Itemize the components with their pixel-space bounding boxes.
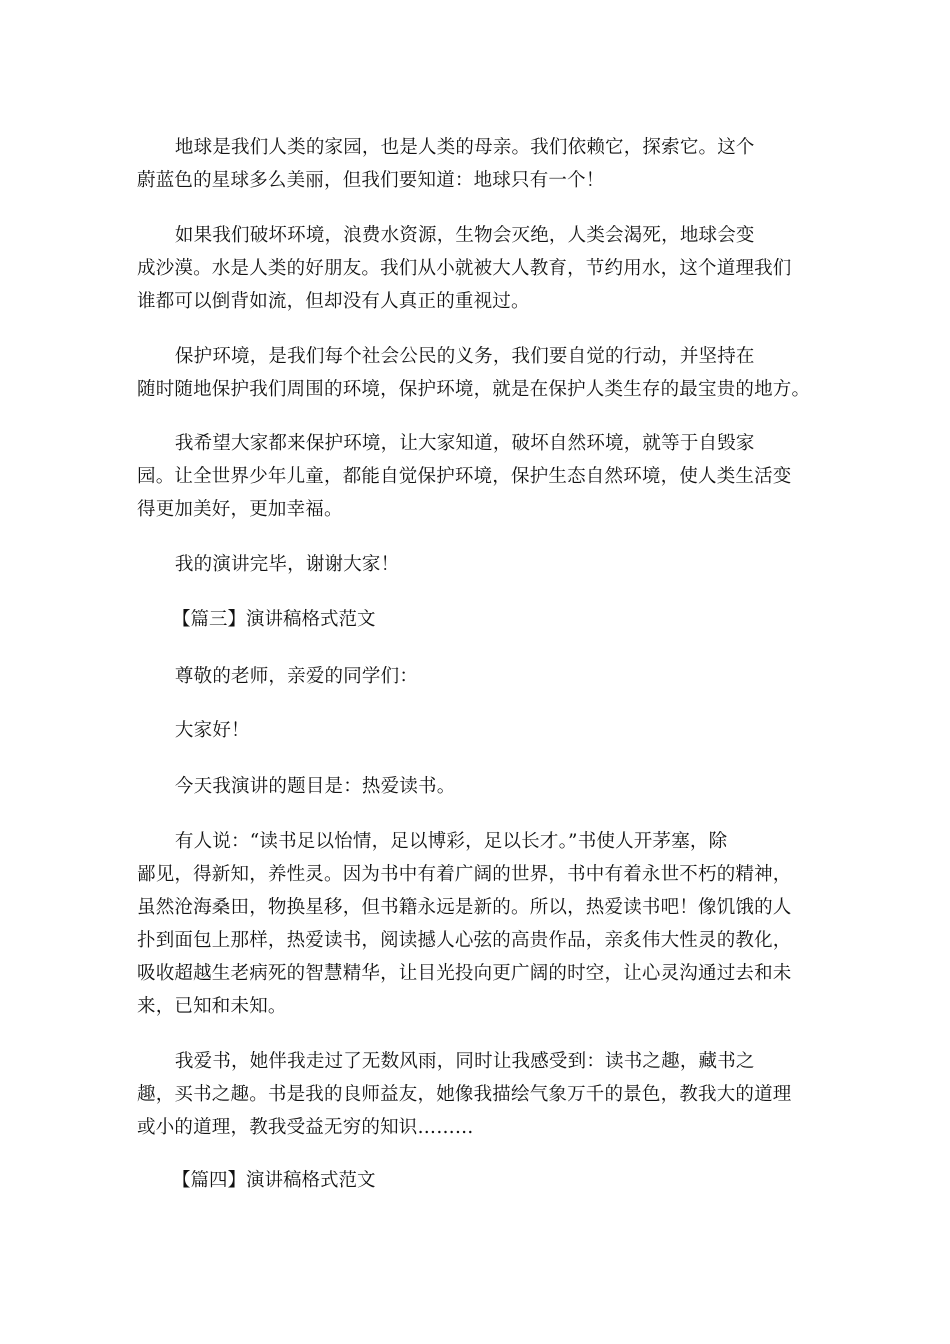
text-line: 尊敬的老师，亲爱的同学们： xyxy=(174,666,419,687)
paragraph-closing xyxy=(137,548,817,581)
text-line: 我希望大家都来保护环境，让大家知道，破坏自然环境，就等于自毁家 xyxy=(174,433,755,454)
text-line: 地球是我们人类的家园，也是人类的母亲。我们依赖它，探索它。这个 xyxy=(174,137,755,158)
text-line: 得更加美好，更加幸福。 xyxy=(137,499,343,520)
text-line: 园。让全世界少年儿童，都能自觉保护环境，保护生态自然环境，使人类生活变 xyxy=(137,466,792,487)
paragraph-protect-environment xyxy=(137,340,817,406)
paragraph-hope xyxy=(137,427,817,526)
text-line: 扑到面包上那样，热爱读书，阅读撼人心弦的高贵作品，亲炙伟大性灵的教化， xyxy=(137,930,792,951)
paragraph-reading-quote xyxy=(137,825,817,1023)
paragraph-salutation xyxy=(137,660,817,693)
text-line: 有人说：“读书足以怡情，足以博彩，足以长才。”书使人开茅塞，除 xyxy=(174,831,728,852)
text-line: 成沙漠。水是人类的好朋友。我们从小就被大人教育，节约用水，这个道理我们 xyxy=(137,258,792,279)
text-line: 蔚蓝色的星球多么美丽，但我们要知道：地球只有一个！ xyxy=(137,170,605,191)
section-heading-part-four: 【篇四】演讲稿格式范文 xyxy=(172,1170,376,1191)
text-line: 趣，买书之趣。书是我的良师益友，她像我描绘气象万千的景色，教我大的道理 xyxy=(137,1084,792,1105)
text-line: 吸收超越生老病死的智慧精华，让目光投向更广阔的时空，让心灵沟通过去和未 xyxy=(137,963,792,984)
text-line: 我爱书，她伴我走过了无数风雨，同时让我感受到：读书之趣，藏书之 xyxy=(174,1051,755,1072)
text-line: 虽然沧海桑田，物换星移，但书籍永远是新的。所以，热爱读书吧！像饥饿的人 xyxy=(137,897,792,918)
text-line: 如果我们破坏环境，浪费水资源，生物会灭绝，人类会渴死，地球会变 xyxy=(174,225,755,246)
paragraph-greeting xyxy=(137,714,817,747)
section-heading-part-three: 【篇三】演讲稿格式范文 xyxy=(172,609,376,630)
text-line: 保护环境，是我们每个社会公民的义务，我们要自觉的行动，并坚持在 xyxy=(174,346,755,367)
text-line: 谁都可以倒背如流，但却没有人真正的重视过。 xyxy=(137,291,530,312)
text-line: 随时随地保护我们周围的环境，保护环境，就是在保护人类生存的最宝贵的地方。 xyxy=(137,379,811,400)
text-line: 来，已知和未知。 xyxy=(137,996,287,1017)
paragraph-topic xyxy=(137,770,817,803)
paragraph-love-books xyxy=(137,1045,817,1144)
text-line: 我的演讲完毕，谢谢大家！ xyxy=(174,554,400,575)
paragraph-earth-home xyxy=(137,131,817,197)
paragraph-water-resources xyxy=(137,219,817,318)
text-line: 今天我演讲的题目是：热爱读书。 xyxy=(174,776,456,797)
text-line: 鄙见，得新知，养性灵。因为书中有着广阔的世界，书中有着永世不朽的精神， xyxy=(137,864,792,885)
text-line: 或小的道理，教我受益无穷的知识……… xyxy=(137,1117,474,1138)
text-line: 大家好！ xyxy=(174,720,250,741)
